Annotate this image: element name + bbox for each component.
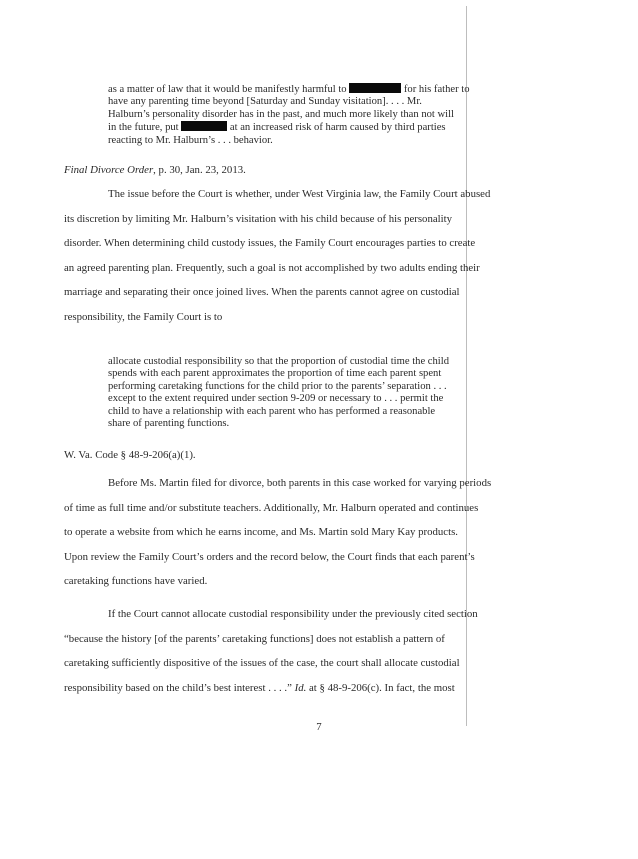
para-line: marriage and separating their once joined lives. When the parents cannot agree on custodial — [64, 286, 460, 299]
block-quote-final-order — [108, 83, 528, 147]
para-line: Before Ms. Martin filed for divorce, both parents in this case worked for varying periods — [108, 477, 492, 489]
para-line: “because the history [of the parents’ caretaking functions] does not establish a pattern of — [64, 632, 445, 645]
paragraph-best-interest — [64, 608, 574, 706]
page-number: 7 — [316, 721, 322, 733]
quote-line: have any parenting time beyond [Saturday and Sunday visitation]. . . . Mr. — [108, 96, 422, 108]
quote-line: performing caretaking functions for the child prior to the parents’ separation . . . — [108, 380, 447, 392]
para-line: The issue before the Court is whether, under West Virginia law, the Family Court abused — [108, 188, 491, 200]
quote-line: reacting to Mr. Halburn’s . . . behavior. — [108, 134, 273, 146]
redaction-bar — [181, 121, 227, 131]
quote-line: spends with each parent approximates the proportion of time each parent spent — [108, 368, 442, 380]
quote-line: child to have a relationship with each parent who has performed a reasonable — [108, 405, 436, 417]
para-line: If the Court cannot allocate custodial responsibility under the previously cited section — [108, 608, 478, 620]
quote-line: except to the extent required under section 9-209 or necessary to . . . permit the — [108, 393, 444, 405]
para-line: of time as full time and/or substitute teachers. Additionally, Mr. Halburn operated and continues — [64, 501, 479, 514]
quote-line: allocate custodial responsibility so that the proportion of custodial time the child — [108, 356, 449, 367]
para-line: its discretion by limiting Mr. Halburn’s visitation with his child because of his personality — [64, 212, 453, 225]
para-line: to operate a website from which he earns income, and Ms. Martin sold Mary Kay products. — [64, 526, 458, 539]
citation-final-divorce-order: Final Divorce Order, p. 30, Jan. 23, 2013. — [64, 164, 246, 176]
citation-wv-code: W. Va. Code § 48-9-206(a)(1). — [64, 449, 196, 461]
block-quote-statute — [108, 356, 528, 430]
para-line: caretaking functions have varied. — [64, 575, 208, 588]
quote-line: as a matter of law that it would be manifestly harmful to for his father to — [108, 84, 470, 95]
para-line: disorder. When determining child custody issues, the Family Court encourages parties to create — [64, 237, 476, 250]
para-line: caretaking sufficiently dispositive of the issues of the case, the court shall allocate custodial — [64, 657, 460, 670]
paragraph-caretaking — [64, 477, 574, 600]
redaction-bar — [349, 83, 401, 93]
para-line: responsibility, the Family Court is to — [64, 310, 223, 323]
para-line: responsibility based on the child’s best interest . . . .” Id. at § 48-9-206(c). In fact, the most — [64, 681, 455, 694]
quote-line: share of parenting functions. — [108, 418, 230, 430]
para-line: an agreed parenting plan. Frequently, such a goal is not accomplished by two adults ending their — [64, 261, 480, 274]
paragraph-issue — [64, 188, 574, 336]
quote-line: in the future, put at an increased risk of harm caused by third parties — [108, 122, 446, 134]
para-line: Upon review the Family Court’s orders and the record below, the Court finds that each parent’s — [64, 550, 475, 563]
quote-line: Halburn’s personality disorder has in the past, and much more likely than not will — [108, 108, 454, 120]
